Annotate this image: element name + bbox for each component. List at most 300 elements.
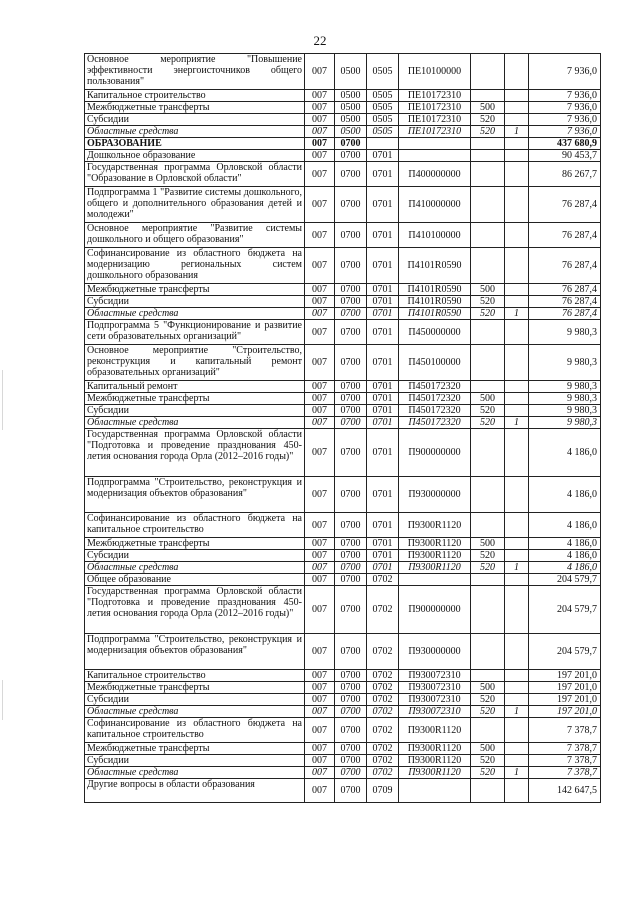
target-article-cell: П4101R0590 — [399, 284, 471, 296]
amount-cell: 4 186,0 — [529, 550, 601, 562]
ministry-code-cell: 007 — [305, 150, 335, 162]
expense-type-cell: 520 — [471, 405, 505, 417]
target-article-cell: П410000000 — [399, 187, 471, 223]
table-row — [85, 54, 601, 90]
amount-cell: 7 378,7 — [529, 767, 601, 779]
amount-cell: 9 980,3 — [529, 345, 601, 381]
row-name-cell: Областные средства — [85, 417, 305, 429]
amount-cell: 4 186,0 — [529, 538, 601, 550]
funding-source-cell — [505, 90, 529, 102]
ministry-code-cell: 007 — [305, 634, 335, 670]
funding-source-cell — [505, 513, 529, 538]
section-code-cell: 0700 — [335, 417, 367, 429]
expense-type-cell — [471, 381, 505, 393]
target-article-cell: П930072310 — [399, 694, 471, 706]
row-name-cell: Межбюджетные трансферты — [85, 538, 305, 550]
section-code-cell: 0700 — [335, 308, 367, 320]
section-code-cell: 0700 — [335, 550, 367, 562]
funding-source-cell — [505, 574, 529, 586]
ministry-code-cell: 007 — [305, 381, 335, 393]
amount-cell: 7 936,0 — [529, 102, 601, 114]
ministry-code-cell: 007 — [305, 308, 335, 320]
subsection-code-cell: 0505 — [367, 126, 399, 138]
target-article-cell: ПЕ10100000 — [399, 54, 471, 90]
table-row — [85, 634, 601, 670]
subsection-code-cell: 0702 — [367, 718, 399, 743]
row-name-cell: Субсидии — [85, 296, 305, 308]
ministry-code-cell: 007 — [305, 538, 335, 550]
subsection-code-cell: 0701 — [367, 381, 399, 393]
section-code-cell: 0700 — [335, 682, 367, 694]
expense-type-cell — [471, 90, 505, 102]
funding-source-cell — [505, 284, 529, 296]
funding-source-cell — [505, 381, 529, 393]
amount-cell: 4 186,0 — [529, 513, 601, 538]
section-code-cell: 0700 — [335, 187, 367, 223]
ministry-code-cell: 007 — [305, 320, 335, 345]
table-row — [85, 706, 601, 718]
target-article-cell: П450172320 — [399, 405, 471, 417]
ministry-code-cell: 007 — [305, 54, 335, 90]
funding-source-cell — [505, 670, 529, 682]
expense-type-cell — [471, 162, 505, 187]
amount-cell: 7 936,0 — [529, 114, 601, 126]
ministry-code-cell: 007 — [305, 393, 335, 405]
row-name-cell: Субсидии — [85, 550, 305, 562]
target-article-cell: ПЕ10172310 — [399, 114, 471, 126]
expense-type-cell — [471, 150, 505, 162]
ministry-code-cell: 007 — [305, 718, 335, 743]
expense-type-cell — [471, 138, 505, 150]
amount-cell: 204 579,7 — [529, 634, 601, 670]
ministry-code-cell: 007 — [305, 162, 335, 187]
expense-type-cell: 520 — [471, 694, 505, 706]
ministry-code-cell: 007 — [305, 767, 335, 779]
row-name-cell: Областные средства — [85, 126, 305, 138]
ministry-code-cell: 007 — [305, 248, 335, 284]
target-article-cell — [399, 150, 471, 162]
funding-source-cell — [505, 393, 529, 405]
amount-cell: 9 980,3 — [529, 417, 601, 429]
table-row — [85, 417, 601, 429]
amount-cell: 76 287,4 — [529, 223, 601, 248]
row-name-cell: Межбюджетные трансферты — [85, 393, 305, 405]
subsection-code-cell: 0701 — [367, 150, 399, 162]
expense-type-cell: 520 — [471, 308, 505, 320]
table-row — [85, 743, 601, 755]
section-code-cell: 0700 — [335, 381, 367, 393]
target-article-cell: П4101R0590 — [399, 296, 471, 308]
subsection-code-cell: 0702 — [367, 706, 399, 718]
target-article-cell: П9300R1120 — [399, 718, 471, 743]
table-row — [85, 114, 601, 126]
expense-type-cell — [471, 586, 505, 634]
funding-source-cell — [505, 345, 529, 381]
table-row — [85, 718, 601, 743]
expense-type-cell — [471, 345, 505, 381]
amount-cell: 204 579,7 — [529, 586, 601, 634]
target-article-cell: П450172320 — [399, 417, 471, 429]
target-article-cell — [399, 574, 471, 586]
subsection-code-cell: 0702 — [367, 767, 399, 779]
funding-source-cell — [505, 718, 529, 743]
table-row — [85, 150, 601, 162]
table-row — [85, 477, 601, 513]
expense-type-cell — [471, 779, 505, 803]
amount-cell: 76 287,4 — [529, 308, 601, 320]
expense-type-cell: 500 — [471, 538, 505, 550]
ministry-code-cell: 007 — [305, 90, 335, 102]
expense-type-cell — [471, 634, 505, 670]
subsection-code-cell: 0701 — [367, 562, 399, 574]
row-name-cell: Подпрограмма "Строительство, реконструкция и модернизация объектов образования" — [85, 477, 305, 513]
funding-source-cell: 1 — [505, 706, 529, 718]
table-row — [85, 429, 601, 477]
funding-source-cell: 1 — [505, 126, 529, 138]
subsection-code-cell: 0702 — [367, 743, 399, 755]
funding-source-cell: 1 — [505, 767, 529, 779]
ministry-code-cell: 007 — [305, 706, 335, 718]
table-row — [85, 102, 601, 114]
target-article-cell: П930000000 — [399, 634, 471, 670]
subsection-code-cell: 0701 — [367, 405, 399, 417]
row-name-cell: Областные средства — [85, 706, 305, 718]
funding-source-cell — [505, 429, 529, 477]
target-article-cell: П4101R0590 — [399, 308, 471, 320]
table-row — [85, 694, 601, 706]
subsection-code-cell: 0701 — [367, 550, 399, 562]
row-name-cell: Основное мероприятие "Развитие системы дошкольного и общего образования" — [85, 223, 305, 248]
amount-cell: 4 186,0 — [529, 562, 601, 574]
ministry-code-cell: 007 — [305, 574, 335, 586]
section-code-cell: 0700 — [335, 706, 367, 718]
section-code-cell: 0700 — [335, 538, 367, 550]
expense-type-cell: 520 — [471, 550, 505, 562]
row-name-cell: Государственная программа Орловской области "Подготовка и проведение празднования 450-летия основания города Орла (2012–2016 годы)" — [85, 586, 305, 634]
section-code-cell: 0700 — [335, 296, 367, 308]
funding-source-cell — [505, 320, 529, 345]
amount-cell: 197 201,0 — [529, 670, 601, 682]
amount-cell: 204 579,7 — [529, 574, 601, 586]
target-article-cell: П450172320 — [399, 393, 471, 405]
section-code-cell: 0700 — [335, 513, 367, 538]
expense-type-cell — [471, 54, 505, 90]
table-row — [85, 586, 601, 634]
ministry-code-cell: 007 — [305, 562, 335, 574]
scan-edge-mark — [2, 370, 3, 430]
expense-type-cell — [471, 248, 505, 284]
row-name-cell: Субсидии — [85, 114, 305, 126]
subsection-code-cell: 0701 — [367, 429, 399, 477]
subsection-code-cell: 0702 — [367, 574, 399, 586]
ministry-code-cell: 007 — [305, 114, 335, 126]
page-number: 22 — [313, 33, 327, 48]
amount-cell: 76 287,4 — [529, 187, 601, 223]
table-row — [85, 308, 601, 320]
target-article-cell: П9300R1120 — [399, 743, 471, 755]
subsection-code-cell: 0702 — [367, 634, 399, 670]
amount-cell: 4 186,0 — [529, 477, 601, 513]
row-name-cell: Областные средства — [85, 562, 305, 574]
amount-cell: 197 201,0 — [529, 682, 601, 694]
subsection-code-cell: 0702 — [367, 586, 399, 634]
table-row — [85, 670, 601, 682]
ministry-code-cell: 007 — [305, 102, 335, 114]
expense-type-cell: 520 — [471, 126, 505, 138]
row-name-cell: Софинансирование из областного бюджета на капитальное строительство — [85, 513, 305, 538]
target-article-cell: П400000000 — [399, 162, 471, 187]
funding-source-cell — [505, 779, 529, 803]
row-name-cell: Межбюджетные трансферты — [85, 102, 305, 114]
subsection-code-cell: 0702 — [367, 670, 399, 682]
expense-type-cell — [471, 429, 505, 477]
funding-source-cell — [505, 54, 529, 90]
section-code-cell: 0500 — [335, 126, 367, 138]
row-name-cell: Основное мероприятие "Повышение эффективности энергоисточников общего пользования" — [85, 54, 305, 90]
section-code-cell: 0700 — [335, 767, 367, 779]
amount-cell: 76 287,4 — [529, 296, 601, 308]
amount-cell: 9 980,3 — [529, 405, 601, 417]
table-row — [85, 755, 601, 767]
expense-type-cell: 500 — [471, 682, 505, 694]
table-row — [85, 538, 601, 550]
expense-type-cell: 500 — [471, 102, 505, 114]
expense-type-cell — [471, 320, 505, 345]
funding-source-cell — [505, 248, 529, 284]
ministry-code-cell: 007 — [305, 694, 335, 706]
expense-type-cell — [471, 574, 505, 586]
subsection-code-cell: 0701 — [367, 284, 399, 296]
subsection-code-cell: 0702 — [367, 682, 399, 694]
section-code-cell: 0700 — [335, 223, 367, 248]
funding-source-cell — [505, 634, 529, 670]
amount-cell: 9 980,3 — [529, 393, 601, 405]
amount-cell: 86 267,7 — [529, 162, 601, 187]
table-row — [85, 393, 601, 405]
funding-source-cell: 1 — [505, 562, 529, 574]
section-code-cell: 0700 — [335, 162, 367, 187]
target-article-cell: П9300R1120 — [399, 562, 471, 574]
table-row — [85, 296, 601, 308]
amount-cell: 7 936,0 — [529, 90, 601, 102]
section-code-cell: 0700 — [335, 284, 367, 296]
row-name-cell: Софинансирование из областного бюджета на модернизацию региональных систем дошкольного образования — [85, 248, 305, 284]
table-row — [85, 550, 601, 562]
table-row — [85, 513, 601, 538]
subsection-code-cell: 0701 — [367, 345, 399, 381]
table-row — [85, 320, 601, 345]
amount-cell: 7 936,0 — [529, 126, 601, 138]
funding-source-cell: 1 — [505, 417, 529, 429]
ministry-code-cell: 007 — [305, 405, 335, 417]
row-name-cell: Государственная программа Орловской области "Образование в Орловской области" — [85, 162, 305, 187]
section-code-cell: 0700 — [335, 755, 367, 767]
subsection-code-cell: 0701 — [367, 308, 399, 320]
section-code-cell: 0700 — [335, 743, 367, 755]
target-article-cell: П9300R1120 — [399, 767, 471, 779]
target-article-cell: П9300R1120 — [399, 538, 471, 550]
ministry-code-cell: 007 — [305, 284, 335, 296]
amount-cell: 437 680,9 — [529, 138, 601, 150]
section-code-cell: 0700 — [335, 150, 367, 162]
funding-source-cell — [505, 150, 529, 162]
ministry-code-cell: 007 — [305, 223, 335, 248]
subsection-code-cell: 0505 — [367, 102, 399, 114]
amount-cell: 142 647,5 — [529, 779, 601, 803]
target-article-cell: П410100000 — [399, 223, 471, 248]
section-code-cell: 0700 — [335, 574, 367, 586]
expense-type-cell — [471, 670, 505, 682]
funding-source-cell — [505, 102, 529, 114]
funding-source-cell — [505, 296, 529, 308]
expense-type-cell: 500 — [471, 284, 505, 296]
expense-type-cell — [471, 513, 505, 538]
target-article-cell: П450000000 — [399, 320, 471, 345]
funding-source-cell — [505, 477, 529, 513]
row-name-cell: Государственная программа Орловской области "Подготовка и проведение празднования 450-летия основания города Орла (2012–2016 годы)" — [85, 429, 305, 477]
table-row — [85, 138, 601, 150]
funding-source-cell: 1 — [505, 308, 529, 320]
funding-source-cell — [505, 114, 529, 126]
amount-cell: 90 453,7 — [529, 150, 601, 162]
section-code-cell: 0700 — [335, 634, 367, 670]
funding-source-cell — [505, 187, 529, 223]
amount-cell: 9 980,3 — [529, 320, 601, 345]
expense-type-cell — [471, 718, 505, 743]
ministry-code-cell: 007 — [305, 550, 335, 562]
funding-source-cell — [505, 138, 529, 150]
section-code-cell: 0500 — [335, 102, 367, 114]
subsection-code-cell: 0701 — [367, 248, 399, 284]
section-code-cell: 0700 — [335, 320, 367, 345]
expense-type-cell — [471, 223, 505, 248]
scan-edge-mark — [2, 680, 3, 720]
budget-table — [84, 53, 601, 803]
ministry-code-cell: 007 — [305, 126, 335, 138]
ministry-code-cell: 007 — [305, 429, 335, 477]
table-row — [85, 767, 601, 779]
target-article-cell: П9300R1120 — [399, 513, 471, 538]
target-article-cell: П450100000 — [399, 345, 471, 381]
budget-table-body — [85, 54, 601, 803]
ministry-code-cell: 007 — [305, 513, 335, 538]
subsection-code-cell: 0701 — [367, 393, 399, 405]
section-code-cell: 0700 — [335, 477, 367, 513]
subsection-code-cell: 0505 — [367, 90, 399, 102]
row-name-cell: Капитальное строительство — [85, 670, 305, 682]
row-name-cell: Капитальный ремонт — [85, 381, 305, 393]
subsection-code-cell: 0701 — [367, 296, 399, 308]
amount-cell: 7 378,7 — [529, 743, 601, 755]
section-code-cell: 0700 — [335, 718, 367, 743]
amount-cell: 7 936,0 — [529, 54, 601, 90]
target-article-cell: ПЕ10172310 — [399, 102, 471, 114]
subsection-code-cell: 0701 — [367, 477, 399, 513]
funding-source-cell — [505, 694, 529, 706]
row-name-cell: Подпрограмма "Строительство, реконструкция и модернизация объектов образования" — [85, 634, 305, 670]
funding-source-cell — [505, 223, 529, 248]
subsection-code-cell: 0702 — [367, 694, 399, 706]
subsection-code-cell: 0701 — [367, 187, 399, 223]
ministry-code-cell: 007 — [305, 477, 335, 513]
amount-cell: 9 980,3 — [529, 381, 601, 393]
expense-type-cell: 520 — [471, 767, 505, 779]
ministry-code-cell: 007 — [305, 586, 335, 634]
ministry-code-cell: 007 — [305, 417, 335, 429]
table-row — [85, 562, 601, 574]
table-row — [85, 574, 601, 586]
expense-type-cell: 500 — [471, 743, 505, 755]
expense-type-cell: 520 — [471, 706, 505, 718]
row-name-cell: Основное мероприятие "Строительство, реконструкция и капитальный ремонт образовательных организаций" — [85, 345, 305, 381]
subsection-code-cell — [367, 138, 399, 150]
funding-source-cell — [505, 538, 529, 550]
table-row — [85, 345, 601, 381]
target-article-cell: П9300R1120 — [399, 755, 471, 767]
section-code-cell: 0700 — [335, 670, 367, 682]
table-row — [85, 381, 601, 393]
subsection-code-cell: 0701 — [367, 223, 399, 248]
expense-type-cell: 520 — [471, 296, 505, 308]
subsection-code-cell: 0701 — [367, 162, 399, 187]
row-name-cell: Субсидии — [85, 755, 305, 767]
ministry-code-cell: 007 — [305, 138, 335, 150]
subsection-code-cell: 0709 — [367, 779, 399, 803]
section-code-cell: 0700 — [335, 138, 367, 150]
section-code-cell: 0700 — [335, 779, 367, 803]
subsection-code-cell: 0505 — [367, 54, 399, 90]
funding-source-cell — [505, 682, 529, 694]
section-code-cell: 0700 — [335, 345, 367, 381]
table-row — [85, 248, 601, 284]
table-row — [85, 779, 601, 803]
section-code-cell: 0700 — [335, 694, 367, 706]
funding-source-cell — [505, 586, 529, 634]
amount-cell: 7 378,7 — [529, 755, 601, 767]
funding-source-cell — [505, 743, 529, 755]
table-row — [85, 187, 601, 223]
amount-cell: 197 201,0 — [529, 706, 601, 718]
target-article-cell: П930072310 — [399, 670, 471, 682]
subsection-code-cell: 0701 — [367, 320, 399, 345]
section-code-cell: 0700 — [335, 429, 367, 477]
expense-type-cell: 520 — [471, 417, 505, 429]
target-article-cell: П930000000 — [399, 477, 471, 513]
row-name-cell: Областные средства — [85, 308, 305, 320]
row-name-cell: Межбюджетные трансферты — [85, 682, 305, 694]
ministry-code-cell: 007 — [305, 187, 335, 223]
row-name-cell: Межбюджетные трансферты — [85, 743, 305, 755]
section-code-cell: 0500 — [335, 54, 367, 90]
funding-source-cell — [505, 405, 529, 417]
ministry-code-cell: 007 — [305, 682, 335, 694]
subsection-code-cell: 0702 — [367, 755, 399, 767]
table-row — [85, 126, 601, 138]
target-article-cell: П9300R1120 — [399, 550, 471, 562]
section-code-cell: 0700 — [335, 586, 367, 634]
amount-cell: 76 287,4 — [529, 248, 601, 284]
row-name-cell: Субсидии — [85, 694, 305, 706]
section-code-cell: 0700 — [335, 393, 367, 405]
funding-source-cell — [505, 162, 529, 187]
subsection-code-cell: 0701 — [367, 538, 399, 550]
amount-cell: 197 201,0 — [529, 694, 601, 706]
subsection-code-cell: 0701 — [367, 417, 399, 429]
row-name-cell: Софинансирование из областного бюджета на капитальное строительство — [85, 718, 305, 743]
ministry-code-cell: 007 — [305, 779, 335, 803]
target-article-cell: П450172320 — [399, 381, 471, 393]
row-name-cell: Подпрограмма 5 "Функционирование и развитие сети образовательных организаций" — [85, 320, 305, 345]
